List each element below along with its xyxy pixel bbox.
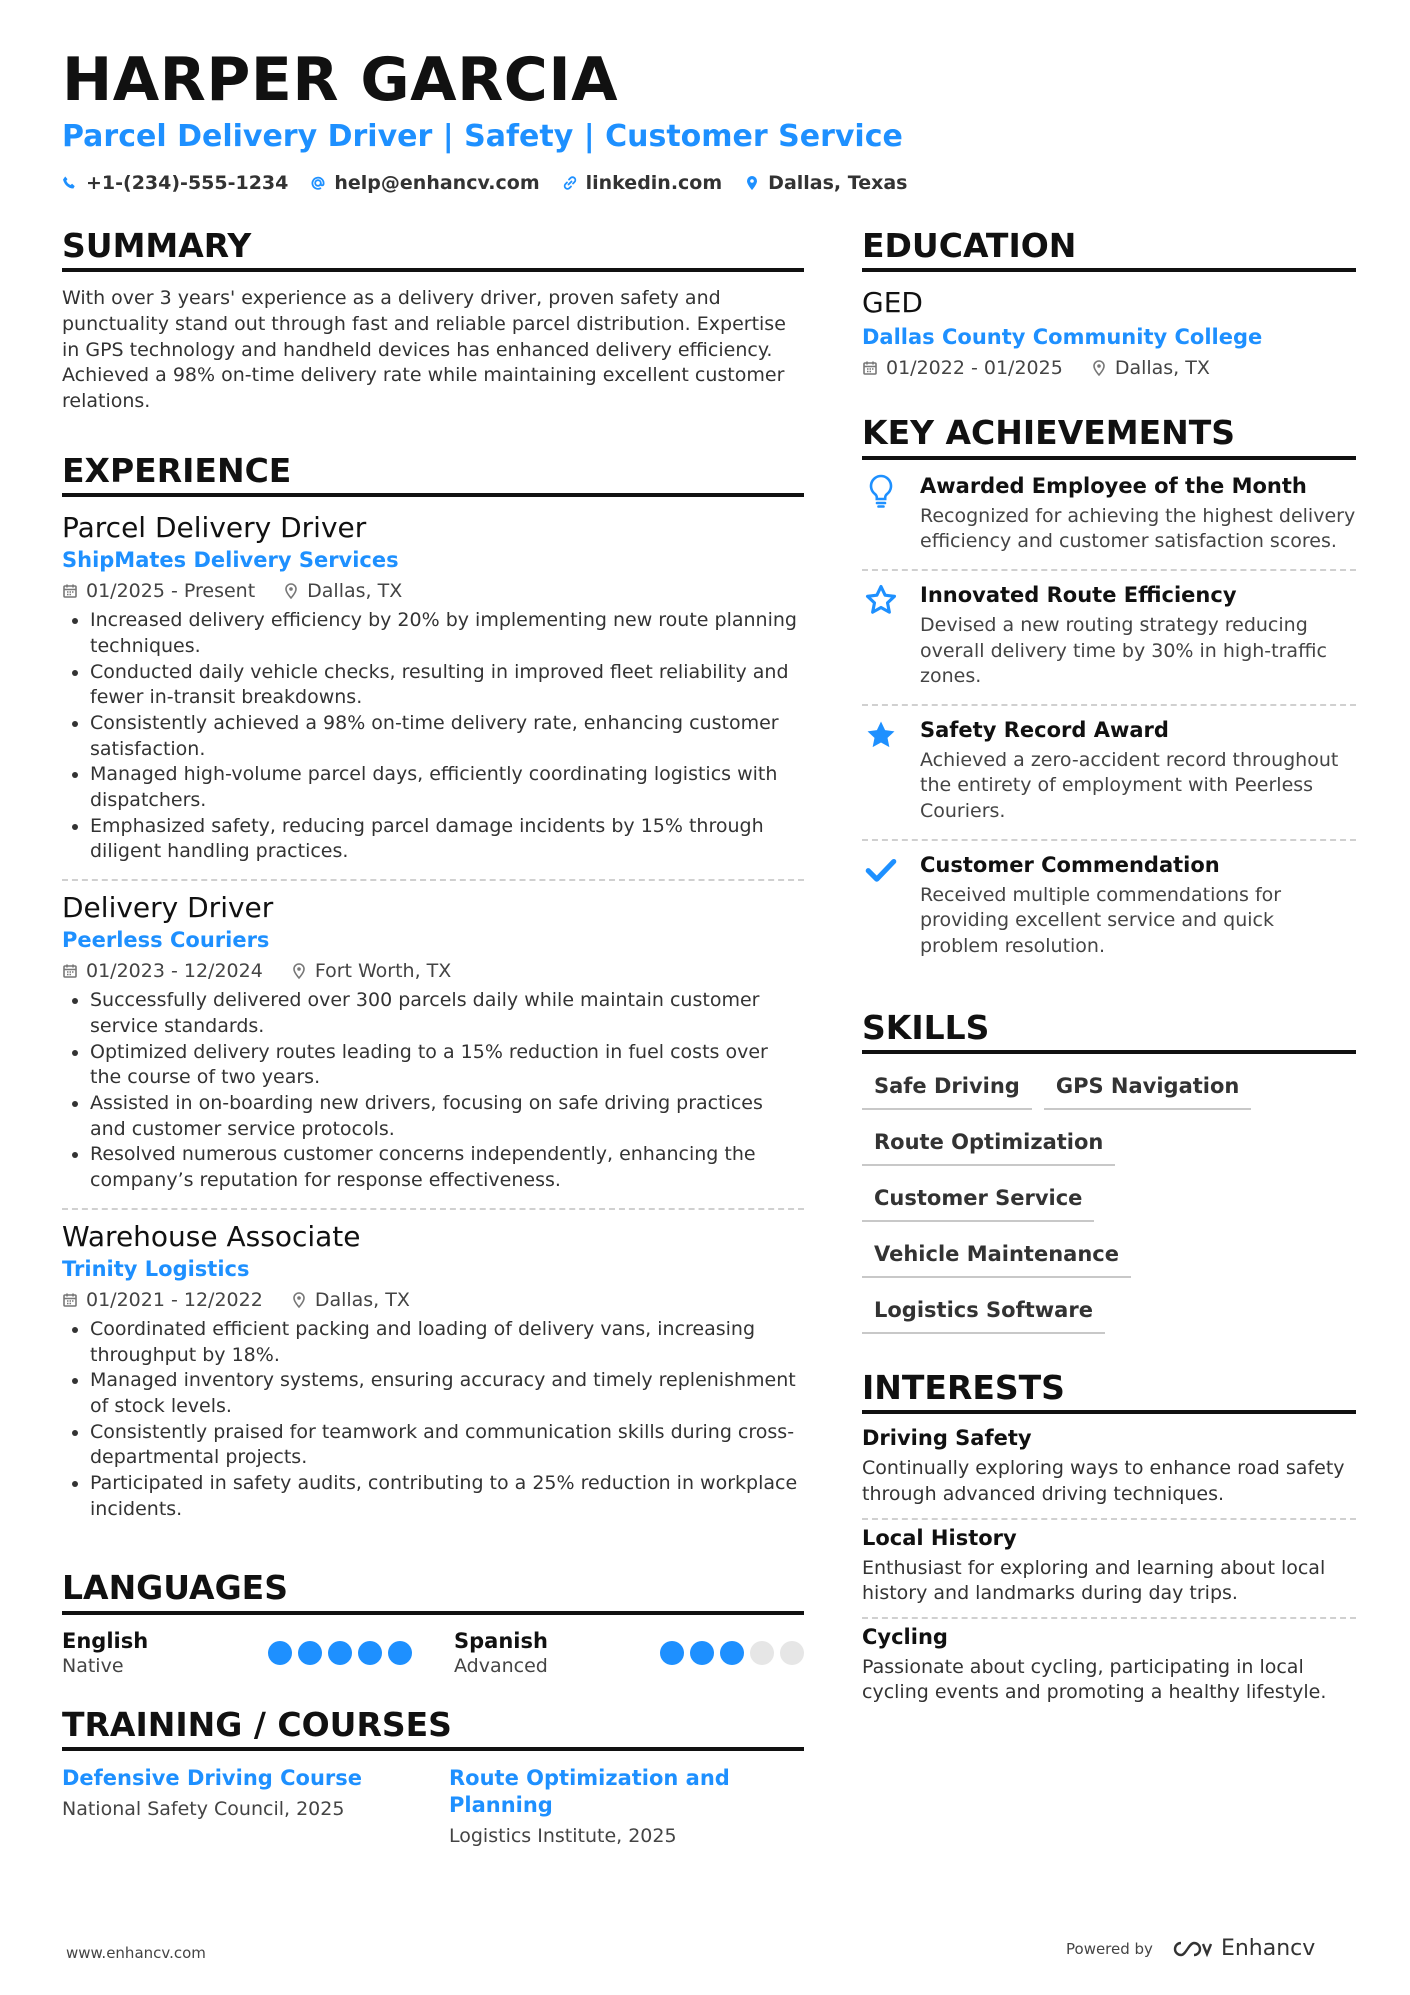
calendar-icon: [62, 962, 78, 980]
job-bullets: [62, 1317, 804, 1522]
job-location: [291, 960, 451, 982]
phone-icon: [62, 174, 78, 192]
calendar-icon: [862, 359, 878, 377]
interest-item: [862, 1619, 1356, 1716]
language-level: Native: [62, 1654, 124, 1677]
job-location: [291, 1289, 410, 1311]
job-meta: [62, 960, 804, 982]
education-degree: GED: [862, 286, 923, 320]
candidate-name: HARPER GARCIA: [62, 45, 619, 115]
training-title: TRAINING / COURSES: [62, 1707, 804, 1751]
languages-title: LANGUAGES: [62, 1570, 804, 1614]
job-bullet: • Optimized delivery routes leading to a 15% reduction in fuel costs over the course of two years.: [90, 1040, 804, 1091]
contact-email-text: help@enhancv.com: [334, 172, 540, 194]
education-section: [862, 228, 1356, 379]
contact-bar: [62, 172, 907, 194]
job-title: Parcel Delivery Driver: [62, 510, 367, 544]
star-icon: [862, 718, 900, 756]
education-meta: [862, 357, 1356, 379]
achievement-title: Innovated Route Efficiency: [920, 582, 1237, 607]
language-name: English: [62, 1628, 149, 1653]
training-name: Defensive Driving Course: [62, 1765, 362, 1790]
footer-branding: [1066, 1936, 1315, 1961]
achievement-item: [862, 841, 1356, 974]
contact-phone[interactable]: [62, 172, 288, 194]
job-bullet: • Managed high-volume parcel days, efficiently coordinating logistics with dispatchers.: [90, 762, 804, 813]
brand-logo[interactable]: [1167, 1936, 1315, 1961]
contact-location: [744, 172, 907, 194]
rating-dot: [690, 1641, 714, 1665]
job-meta: [62, 1289, 804, 1311]
skill-tag: Customer Service: [862, 1180, 1094, 1222]
language-item: [62, 1629, 412, 1677]
job-title: Delivery Driver: [62, 890, 274, 924]
star-outline-icon: [862, 583, 900, 621]
achievement-item: [862, 706, 1356, 841]
summary-text: With over 3 years' experience as a delivery driver, proven safety and punctuality stand out through fast and reliable parcel distribution. Expertise in GPS technology and handheld devices has enhanced delivery efficiency. Achieved a 98% on-time delivery rate while maintaining excellent customer relations.: [62, 287, 786, 412]
contact-location-text: Dallas, Texas: [768, 172, 908, 194]
education-location: [1091, 357, 1210, 379]
rating-dot: [268, 1641, 292, 1665]
location-icon: [291, 1291, 307, 1309]
left-column: [62, 228, 804, 1877]
skills-title: SKILLS: [862, 1010, 1356, 1054]
powered-by-label: Powered by: [1066, 1939, 1153, 1958]
training-name: Route Optimization and Planning: [449, 1765, 730, 1818]
achievements-list: [862, 474, 1356, 974]
language-rating: [268, 1641, 412, 1665]
contact-phone-text: +1-(234)-555-1234: [86, 172, 289, 194]
interests-section: [862, 1367, 1356, 1716]
at-icon: [310, 174, 326, 192]
job-location-text: Dallas, TX: [314, 1289, 410, 1312]
job-entry: [62, 891, 804, 1210]
rating-dot: [750, 1641, 774, 1665]
achievements-title: KEY ACHIEVEMENTS: [862, 415, 1356, 459]
contact-linkedin[interactable]: [562, 172, 723, 194]
footer-website[interactable]: www.enhancv.com: [66, 1944, 206, 1962]
contact-linkedin-text: linkedin.com: [585, 172, 723, 194]
job-bullet: • Increased delivery efficiency by 20% by implementing new route planning techniques.: [90, 608, 804, 659]
job-dates: [62, 960, 263, 982]
skills-list: [862, 1068, 1352, 1334]
job-dates-text: 01/2023 - 12/2024: [86, 960, 263, 983]
interest-title: Cycling: [862, 1624, 948, 1649]
location-icon: [1091, 359, 1107, 377]
experience-section: [62, 450, 804, 1537]
summary-title: SUMMARY: [62, 228, 804, 272]
language-level: Advanced: [454, 1654, 548, 1677]
experience-title: EXPERIENCE: [62, 453, 804, 497]
language-rating: [660, 1641, 804, 1665]
job-entry: [62, 1220, 804, 1537]
achievement-desc: Recognized for achieving the highest delivery efficiency and customer satisfaction scores.: [920, 504, 1356, 553]
skill-tag: Vehicle Maintenance: [862, 1236, 1131, 1278]
skill-tag: GPS Navigation: [1044, 1068, 1252, 1110]
education-school: Dallas County Community College: [862, 325, 1263, 350]
candidate-headline: Parcel Delivery Driver | Safety | Customer Service: [62, 119, 903, 154]
job-bullets: [62, 988, 804, 1193]
education-title: EDUCATION: [862, 228, 1356, 272]
job-location: [283, 580, 402, 602]
education-dates-text: 01/2022 - 01/2025: [886, 357, 1063, 380]
job-location-text: Dallas, TX: [307, 580, 403, 603]
link-icon: [562, 174, 578, 192]
job-bullet: • Resolved numerous customer concerns independently, enhancing the company’s reputation for response effectiveness.: [90, 1142, 804, 1193]
rating-dot: [388, 1641, 412, 1665]
lightbulb-icon: [862, 474, 900, 512]
achievement-desc: Achieved a zero-accident record throughout the entirety of employment with Peerless Couriers.: [920, 748, 1339, 823]
interests-title: INTERESTS: [862, 1370, 1356, 1414]
rating-dot: [660, 1641, 684, 1665]
achievement-title: Awarded Employee of the Month: [920, 473, 1307, 498]
calendar-icon: [62, 582, 78, 600]
interest-desc: Continually exploring ways to enhance road safety through advanced driving techniques.: [862, 1457, 1345, 1505]
location-icon: [283, 582, 299, 600]
interest-desc: Enthusiast for exploring and learning about local history and landmarks during day trips.: [862, 1556, 1326, 1605]
job-bullet: • Participated in safety audits, contributing to a 25% reduction in workplace incidents.: [90, 1471, 804, 1522]
job-location-text: Fort Worth, TX: [314, 960, 452, 983]
education-dates: [862, 357, 1063, 379]
job-dates: [62, 1289, 263, 1311]
rating-dot: [298, 1641, 322, 1665]
skill-tag: Safe Driving: [862, 1068, 1032, 1110]
job-dates-text: 01/2021 - 12/2022: [86, 1289, 263, 1312]
job-dates-text: 01/2025 - Present: [86, 580, 256, 603]
location-icon: [744, 174, 760, 192]
achievement-title: Customer Commendation: [920, 852, 1220, 877]
job-company: ShipMates Delivery Services: [62, 548, 399, 573]
job-bullet: • Assisted in on-boarding new drivers, focusing on safe driving practices and customer service protocols.: [90, 1091, 804, 1142]
contact-email[interactable]: [310, 172, 539, 194]
job-bullet: • Consistently achieved a 98% on-time delivery rate, enhancing customer satisfaction.: [90, 711, 804, 762]
rating-dot: [328, 1641, 352, 1665]
languages-section: [62, 1570, 804, 1676]
training-item: [449, 1765, 804, 1848]
job-company: Trinity Logistics: [62, 1257, 250, 1282]
job-bullet: • Managed inventory systems, ensuring accuracy and timely replenishment of stock levels.: [90, 1368, 804, 1419]
achievements-section: [862, 415, 1356, 973]
language-item: [454, 1629, 804, 1677]
achievement-item: [862, 474, 1356, 571]
job-entry: [62, 511, 804, 881]
interest-item: [862, 1420, 1356, 1519]
rating-dot: [720, 1641, 744, 1665]
job-dates: [62, 580, 255, 602]
enhancv-logo-icon: [1167, 1937, 1213, 1961]
job-bullets: [62, 608, 804, 864]
job-bullet: • Conducted daily vehicle checks, resulting in improved fleet reliability and fewer in-transit breakdowns.: [90, 660, 804, 711]
right-column: [862, 228, 1356, 1746]
job-title: Warehouse Associate: [62, 1219, 361, 1253]
skill-tag: Logistics Software: [862, 1292, 1105, 1334]
achievement-item: [862, 571, 1356, 706]
languages-list: [62, 1629, 804, 1677]
rating-dot: [780, 1641, 804, 1665]
training-item: [62, 1765, 417, 1848]
summary-section: [62, 228, 804, 415]
achievement-desc: Received multiple commendations for providing excellent service and quick problem resolution.: [920, 883, 1282, 957]
brand-name: Enhancv: [1220, 1936, 1316, 1961]
skills-section: [862, 1007, 1356, 1334]
interest-title: Driving Safety: [862, 1426, 1032, 1451]
training-provider: National Safety Council, 2025: [62, 1798, 345, 1821]
language-name: Spanish: [454, 1628, 548, 1653]
job-company: Peerless Couriers: [62, 928, 270, 953]
location-icon: [291, 962, 307, 980]
interest-desc: Passionate about cycling, participating in local cycling events and promoting a healthy lifestyle.: [862, 1655, 1327, 1704]
interest-item: [862, 1520, 1356, 1619]
job-bullet: • Coordinated efficient packing and loading of delivery vans, increasing throughput by 18%.: [90, 1317, 804, 1368]
achievement-title: Safety Record Award: [920, 717, 1169, 742]
interest-title: Local History: [862, 1525, 1017, 1550]
calendar-icon: [62, 1291, 78, 1309]
training-section: [62, 1704, 804, 1848]
education-location-text: Dallas, TX: [1114, 357, 1210, 380]
checkmark-icon: [862, 853, 900, 891]
job-meta: [62, 580, 804, 602]
rating-dot: [358, 1641, 382, 1665]
job-bullet: • Successfully delivered over 300 parcels daily while maintain customer service standards.: [90, 988, 804, 1039]
job-bullet: • Consistently praised for teamwork and communication skills during cross-departmental projects.: [90, 1420, 804, 1471]
skill-tag: Route Optimization: [862, 1124, 1115, 1166]
achievement-desc: Devised a new routing strategy reducing overall delivery time by 30% in high-traffic zones.: [920, 613, 1327, 688]
training-list: [62, 1765, 804, 1848]
training-provider: Logistics Institute, 2025: [449, 1825, 677, 1848]
job-bullet: • Emphasized safety, reducing parcel damage incidents by 15% through diligent handling practices.: [90, 814, 804, 865]
